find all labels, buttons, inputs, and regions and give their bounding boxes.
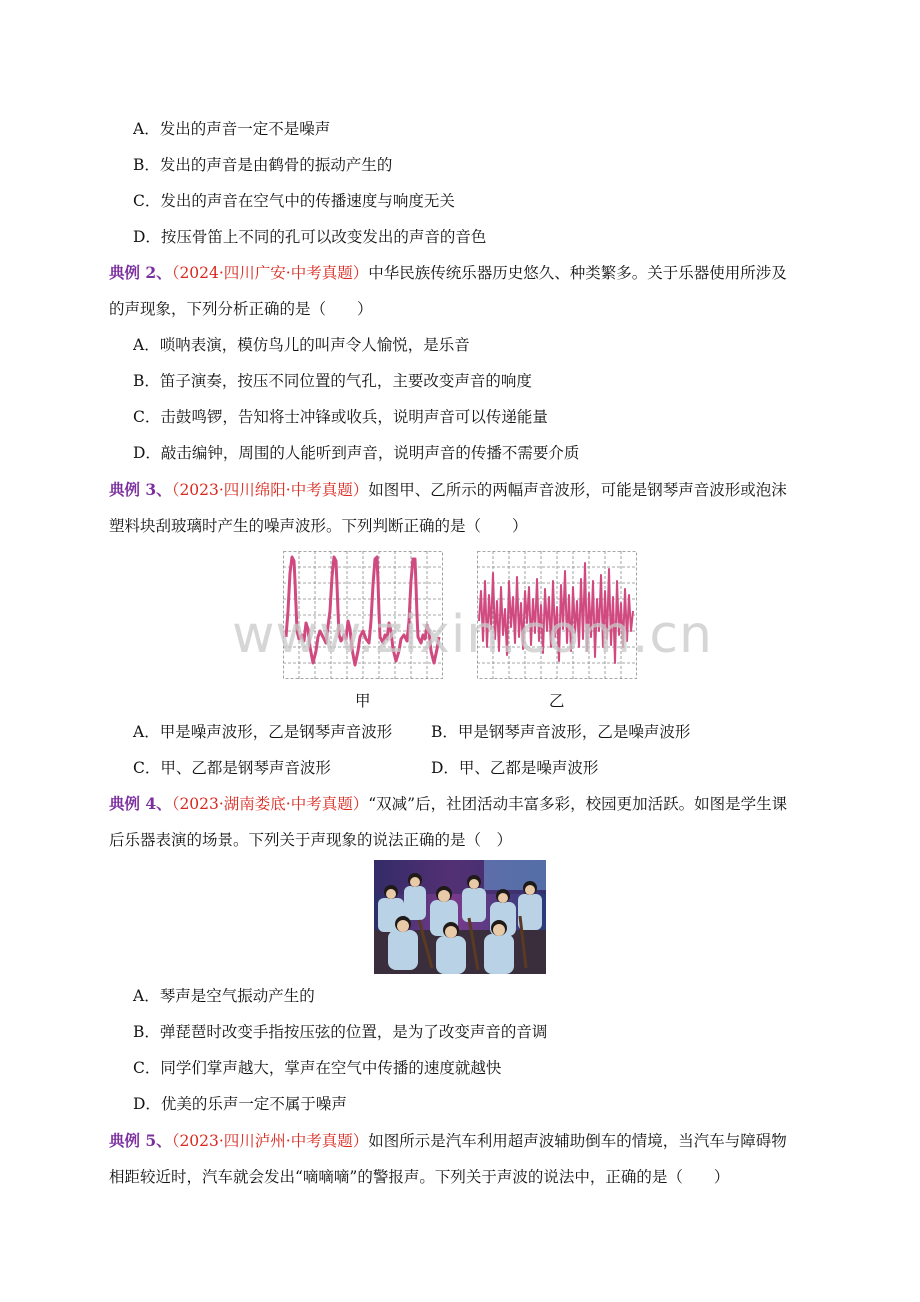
q5-stem [109,1131,787,1151]
q3-tag: 典例 3、 [109,480,172,499]
q2-option-c: C．击鼓鸣锣，告知将士冲锋或收兵，说明声音可以传递能量 [133,408,548,426]
q3-source: （2023·四川绵阳·中考真题） [171,481,369,499]
q4-source: （2023·湖南娄底·中考真题） [171,795,369,813]
q2-source: （2024·四川广安·中考真题） [171,264,369,282]
q3-stem-line2: 塑料块刮玻璃时产生的噪声波形。下列判断正确的是（ ） [109,517,528,535]
q4-option-c: C．同学们掌声越大，掌声在空气中传播的速度就越快 [133,1059,502,1077]
q2-option-d: D．敲击编钟，周围的人能听到声音，说明声音的传播不需要介质 [133,444,580,462]
q4-stem-line2: 后乐器表演的场景。下列关于声现象的说法正确的是（ ） [109,831,513,849]
orchestra-photo [374,860,546,974]
q1-option-b: B．发出的声音是由鹤骨的振动产生的 [133,156,393,174]
q3-option-a: A．甲是噪声波形，乙是钢琴声音波形 [133,723,393,741]
q2-stem-line2: 的声现象，下列分析正确的是（ ） [109,300,373,318]
q4-stem-text: “双减”后，社团活动丰富多彩，校园更加活跃。如图是学生课 [368,795,788,813]
q1-option-a: A．发出的声音一定不是噪声 [133,120,331,138]
q5-stem-line2: 相距较近时，汽车就会发出“嘀嘀嘀”的警报声。下列关于声波的说法中，正确的是（ ） [109,1168,730,1186]
q3-stem [109,480,787,500]
q3-option-c: C．甲、乙都是钢琴声音波形 [133,759,331,777]
q2-stem [109,263,787,283]
q4-option-b: B．弹琵琶时改变手指按压弦的位置，是为了改变声音的音调 [133,1023,548,1041]
q1-option-d: D．按压骨笛上不同的孔可以改变发出的声音的音色 [133,228,487,246]
q4-tag: 典例 4、 [109,794,172,813]
watermark: www.zixin.com.cn [232,605,713,665]
q3-option-b: B．甲是钢琴声音波形，乙是噪声波形 [431,723,691,741]
q4-stem [109,794,787,814]
q3-stem-text: 如图甲、乙所示的两幅声音波形，可能是钢琴声音波形或泡沫 [368,481,787,499]
waveform-jia-label: 甲 [355,692,371,710]
q2-tag: 典例 2、 [109,263,172,282]
q2-option-a: A．唢呐表演，模仿鸟儿的叫声令人愉悦，是乐音 [133,336,470,354]
q5-tag: 典例 5、 [109,1131,172,1150]
q1-option-c: C．发出的声音在空气中的传播速度与响度无关 [133,192,455,210]
waveform-yi-label: 乙 [549,692,565,710]
q5-source: （2023·四川泸州·中考真题） [171,1132,369,1150]
q4-option-a: A．琴声是空气振动产生的 [133,987,315,1005]
q4-option-d: D．优美的乐声一定不属于噪声 [133,1095,347,1113]
q5-stem-text: 如图所示是汽车利用超声波辅助倒车的情境，当汽车与障碍物 [368,1132,787,1150]
q2-stem-text: 中华民族传统乐器历史悠久、种类繁多。关于乐器使用所涉及 [368,264,787,282]
q2-option-b: B．笛子演奏，按压不同位置的气孔，主要改变声音的响度 [133,372,532,390]
q3-option-d: D．甲、乙都是噪声波形 [431,759,599,777]
